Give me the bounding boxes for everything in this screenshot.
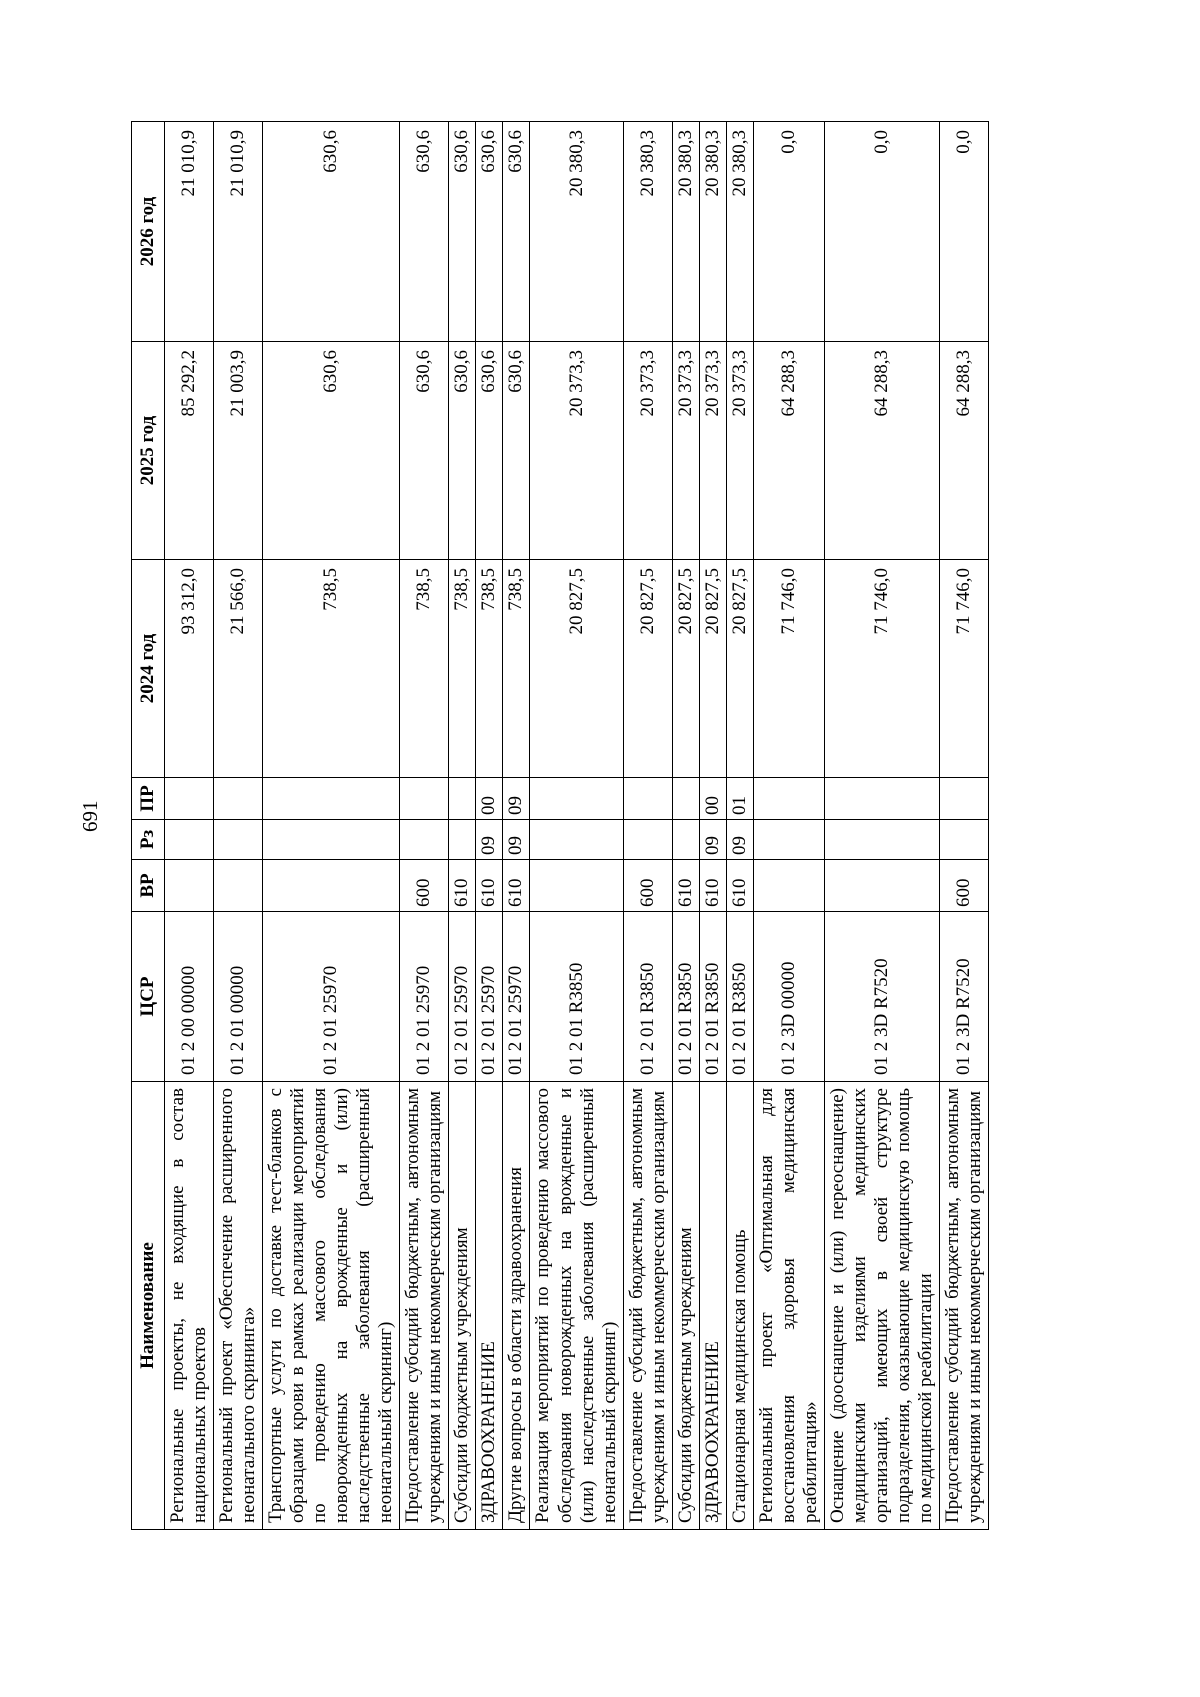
cell-name: Реализация мероприятий по проведению массового обследования новорожденных на врожденные и (или) наследственные заболевания (расширенный неонатальный скрининг)	[530, 1082, 623, 1530]
cell-2025: 630,6	[476, 342, 503, 560]
header-2025: 2025 год	[132, 342, 165, 560]
cell-name: Оснащение (дооснащение и (или) переоснащение) медицинскими изделиями медицинских организаций, имеющих в своей структуре подразделения, оказывающие медицинскую помощь по медицинской реабилитации	[824, 1082, 939, 1530]
cell-2025: 630,6	[503, 342, 530, 560]
cell-pr: 01	[726, 778, 753, 820]
cell-name: Стационарная медицинская помощь	[726, 1082, 753, 1530]
cell-2025: 20 373,3	[699, 342, 726, 560]
cell-rz: 09	[699, 820, 726, 860]
cell-pr	[530, 778, 623, 820]
cell-csr: 01 2 3D R7520	[824, 912, 939, 1082]
cell-2025: 64 288,3	[940, 342, 989, 560]
cell-2024: 71 746,0	[940, 560, 989, 778]
cell-vr: 610	[672, 860, 699, 912]
cell-2024: 738,5	[400, 560, 449, 778]
table-body	[165, 122, 989, 1530]
cell-2026: 630,6	[476, 122, 503, 342]
header-2024: 2024 год	[132, 560, 165, 778]
cell-rz: 09	[476, 820, 503, 860]
cell-2024: 20 827,5	[530, 560, 623, 778]
table-row	[503, 122, 530, 1530]
cell-2025: 20 373,3	[672, 342, 699, 560]
cell-2026: 20 380,3	[699, 122, 726, 342]
table-row	[165, 122, 214, 1530]
cell-rz	[263, 820, 400, 860]
cell-2024: 21 566,0	[214, 560, 263, 778]
cell-name: ЗДРАВООХРАНЕНИЕ	[476, 1082, 503, 1530]
cell-2026: 630,6	[449, 122, 476, 342]
cell-csr: 01 2 01 25970	[503, 912, 530, 1082]
cell-name: Региональные проекты, не входящие в состав национальных проектов	[165, 1082, 214, 1530]
header-pr: ПР	[132, 778, 165, 820]
cell-2024: 738,5	[503, 560, 530, 778]
budget-table-container	[131, 122, 986, 1530]
cell-2024: 738,5	[263, 560, 400, 778]
cell-vr: 610	[449, 860, 476, 912]
table-row	[699, 122, 726, 1530]
header-rz: Рз	[132, 820, 165, 860]
cell-rz	[672, 820, 699, 860]
cell-rz	[824, 820, 939, 860]
cell-2026: 21 010,9	[165, 122, 214, 342]
cell-name: ЗДРАВООХРАНЕНИЕ	[699, 1082, 726, 1530]
cell-2026: 21 010,9	[214, 122, 263, 342]
cell-2026: 630,6	[400, 122, 449, 342]
cell-2024: 20 827,5	[726, 560, 753, 778]
table-row	[753, 122, 824, 1530]
cell-vr	[165, 860, 214, 912]
cell-csr: 01 2 01 00000	[214, 912, 263, 1082]
cell-pr	[165, 778, 214, 820]
cell-2024: 20 827,5	[699, 560, 726, 778]
cell-2024: 20 827,5	[672, 560, 699, 778]
header-csr: ЦСР	[132, 912, 165, 1082]
cell-vr	[753, 860, 824, 912]
cell-2026: 0,0	[753, 122, 824, 342]
table-row	[449, 122, 476, 1530]
cell-rz	[940, 820, 989, 860]
table-row	[263, 122, 400, 1530]
cell-2025: 20 373,3	[530, 342, 623, 560]
cell-name: Субсидии бюджетным учреждениям	[672, 1082, 699, 1530]
cell-csr: 01 2 01 25970	[449, 912, 476, 1082]
cell-2025: 630,6	[263, 342, 400, 560]
table-row	[476, 122, 503, 1530]
table-row	[672, 122, 699, 1530]
table-row	[400, 122, 449, 1530]
cell-2024: 20 827,5	[623, 560, 672, 778]
cell-vr: 610	[503, 860, 530, 912]
cell-2026: 630,6	[503, 122, 530, 342]
cell-name: Предоставление субсидий бюджетным, автономным учреждениям и иным некоммерческим организациям	[623, 1082, 672, 1530]
cell-rz: 09	[503, 820, 530, 860]
cell-2025: 20 373,3	[623, 342, 672, 560]
cell-pr	[940, 778, 989, 820]
cell-pr	[449, 778, 476, 820]
cell-2025: 630,6	[400, 342, 449, 560]
cell-2025: 85 292,2	[165, 342, 214, 560]
cell-vr: 600	[400, 860, 449, 912]
cell-csr: 01 2 3D 00000	[753, 912, 824, 1082]
cell-2026: 20 380,3	[672, 122, 699, 342]
cell-2025: 630,6	[449, 342, 476, 560]
table-row	[726, 122, 753, 1530]
cell-csr: 01 2 01 R3850	[672, 912, 699, 1082]
cell-csr: 01 2 01 25970	[263, 912, 400, 1082]
cell-vr: 610	[699, 860, 726, 912]
cell-2024: 71 746,0	[824, 560, 939, 778]
table-row	[623, 122, 672, 1530]
cell-pr: 09	[503, 778, 530, 820]
cell-rz	[530, 820, 623, 860]
cell-csr: 01 2 00 00000	[165, 912, 214, 1082]
table-header-row	[132, 122, 165, 1530]
cell-pr: 00	[699, 778, 726, 820]
table-row	[824, 122, 939, 1530]
cell-2026: 0,0	[940, 122, 989, 342]
cell-name: Предоставление субсидий бюджетным, автономным учреждениям и иным некоммерческим организациям	[400, 1082, 449, 1530]
cell-2025: 21 003,9	[214, 342, 263, 560]
cell-name: Субсидии бюджетным учреждениям	[449, 1082, 476, 1530]
cell-2024: 738,5	[449, 560, 476, 778]
table-row	[940, 122, 989, 1530]
cell-rz	[400, 820, 449, 860]
cell-2025: 64 288,3	[753, 342, 824, 560]
cell-rz	[623, 820, 672, 860]
cell-2024: 738,5	[476, 560, 503, 778]
cell-csr: 01 2 01 25970	[476, 912, 503, 1082]
cell-rz	[753, 820, 824, 860]
cell-vr: 610	[476, 860, 503, 912]
cell-name: Региональный проект «Обеспечение расширенного неонатального скрининга»	[214, 1082, 263, 1530]
cell-pr	[672, 778, 699, 820]
cell-2026: 0,0	[824, 122, 939, 342]
cell-pr	[400, 778, 449, 820]
cell-vr	[530, 860, 623, 912]
cell-2024: 93 312,0	[165, 560, 214, 778]
cell-pr	[623, 778, 672, 820]
cell-name: Предоставление субсидий бюджетным, автономным учреждениям и иным некоммерческим организациям	[940, 1082, 989, 1530]
table-row	[214, 122, 263, 1530]
cell-pr	[214, 778, 263, 820]
cell-2026: 20 380,3	[623, 122, 672, 342]
cell-2026: 630,6	[263, 122, 400, 342]
cell-rz: 09	[726, 820, 753, 860]
cell-rz	[449, 820, 476, 860]
cell-2025: 64 288,3	[824, 342, 939, 560]
cell-vr: 600	[940, 860, 989, 912]
cell-csr: 01 2 01 R3850	[726, 912, 753, 1082]
cell-vr: 610	[726, 860, 753, 912]
cell-csr: 01 2 3D R7520	[940, 912, 989, 1082]
cell-name: Региональный проект «Оптимальная для восстановления здоровья медицинская реабилитация»	[753, 1082, 824, 1530]
header-name: Наименование	[132, 1082, 165, 1530]
cell-pr	[263, 778, 400, 820]
header-vr: ВР	[132, 860, 165, 912]
cell-pr: 00	[476, 778, 503, 820]
cell-csr: 01 2 01 R3850	[699, 912, 726, 1082]
cell-vr	[263, 860, 400, 912]
cell-vr: 600	[623, 860, 672, 912]
cell-rz	[165, 820, 214, 860]
budget-table	[131, 121, 989, 1530]
cell-rz	[214, 820, 263, 860]
cell-name: Транспортные услуги по доставке тест-бланков с образцами крови в рамках реализации мероприятий по проведению массового обследования новорожденных на врожденные и (или) наследственные заболевания (расширенный неонатальный скрининг)	[263, 1082, 400, 1530]
cell-csr: 01 2 01 R3850	[623, 912, 672, 1082]
header-2026: 2026 год	[132, 122, 165, 342]
cell-pr	[753, 778, 824, 820]
cell-2026: 20 380,3	[530, 122, 623, 342]
page-number: 691	[78, 800, 102, 832]
cell-vr	[824, 860, 939, 912]
cell-2024: 71 746,0	[753, 560, 824, 778]
cell-2025: 20 373,3	[726, 342, 753, 560]
cell-name: Другие вопросы в области здравоохранения	[503, 1082, 530, 1530]
cell-pr	[824, 778, 939, 820]
table-row	[530, 122, 623, 1530]
cell-csr: 01 2 01 25970	[400, 912, 449, 1082]
cell-vr	[214, 860, 263, 912]
cell-csr: 01 2 01 R3850	[530, 912, 623, 1082]
cell-2026: 20 380,3	[726, 122, 753, 342]
